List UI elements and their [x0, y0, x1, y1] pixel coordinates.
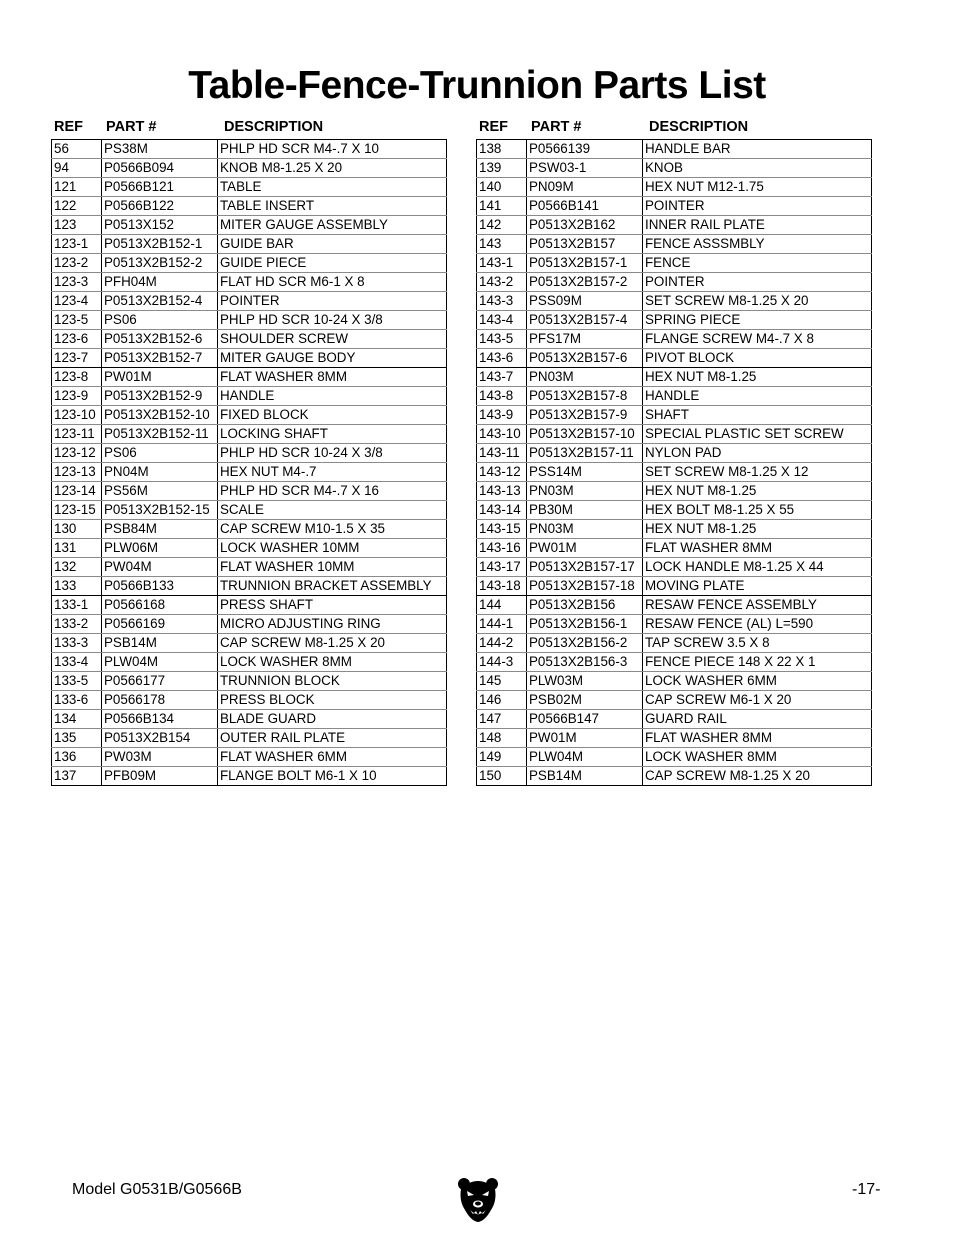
cell-ref: 123-1: [52, 235, 102, 254]
cell-ref: 144-2: [477, 634, 527, 653]
cell-part-number: P0566B121: [102, 178, 218, 197]
cell-ref: 143-14: [477, 501, 527, 520]
cell-part-number: PN04M: [102, 463, 218, 482]
cell-description: FLANGE SCREW M4-.7 X 8: [643, 330, 872, 349]
cell-description: PHLP HD SCR M4-.7 X 16: [218, 482, 447, 501]
table-row: [52, 425, 447, 444]
cell-description: GUIDE BAR: [218, 235, 447, 254]
cell-description: LOCK WASHER 8MM: [218, 653, 447, 672]
cell-ref: 143-8: [477, 387, 527, 406]
table-row: [52, 444, 447, 463]
cell-part-number: P0513X2B157-17: [527, 558, 643, 577]
cell-description: SET SCREW M8-1.25 X 12: [643, 463, 872, 482]
cell-description: FENCE: [643, 254, 872, 273]
cell-part-number: PLW04M: [527, 748, 643, 767]
cell-description: TABLE INSERT: [218, 197, 447, 216]
cell-ref: 123-6: [52, 330, 102, 349]
cell-ref: 132: [52, 558, 102, 577]
cell-ref: 123-4: [52, 292, 102, 311]
table-row: [52, 254, 447, 273]
cell-part-number: P0513X2B157: [527, 235, 643, 254]
cell-ref: 134: [52, 710, 102, 729]
cell-ref: 143-12: [477, 463, 527, 482]
table-row: [477, 463, 872, 482]
parts-list-header: [476, 117, 872, 139]
cell-ref: 123-9: [52, 387, 102, 406]
cell-description: HEX NUT M8-1.25: [643, 482, 872, 501]
cell-description: TABLE: [218, 178, 447, 197]
cell-part-number: P0513X2B157-10: [527, 425, 643, 444]
cell-part-number: P0566B122: [102, 197, 218, 216]
cell-ref: 123: [52, 216, 102, 235]
cell-ref: 143-5: [477, 330, 527, 349]
cell-ref: 146: [477, 691, 527, 710]
cell-description: FLANGE BOLT M6-1 X 10: [220, 768, 377, 783]
cell-ref: 144-1: [477, 615, 527, 634]
table-row: [477, 387, 872, 406]
table-row: [477, 254, 872, 273]
cell-description: INNER RAIL PLATE: [643, 216, 872, 235]
table-row: [52, 368, 447, 387]
cell-part-number: P0513X2B157-11: [527, 444, 643, 463]
cell-ref: 143-17: [477, 558, 527, 577]
table-row: [52, 710, 447, 729]
cell-part-number: P0513X2B157-8: [527, 387, 643, 406]
cell-description: FIXED BLOCK: [218, 406, 447, 425]
cell-description: LOCK HANDLE M8-1.25 X 44: [643, 558, 872, 577]
cell-part-number: PFB09M: [102, 767, 218, 786]
cell-part-number: P0566B147: [527, 710, 643, 729]
cell-part-number: PS06: [102, 444, 218, 463]
cell-ref: 133-6: [52, 691, 102, 710]
cell-part-number: P0513X2B152-6: [102, 330, 218, 349]
table-row: [52, 748, 447, 767]
table-row: [477, 710, 872, 729]
cell-part-number: PN09M: [527, 178, 643, 197]
table-row: [52, 406, 447, 425]
table-row: [477, 368, 872, 387]
page-title: Table-Fence-Trunnion Parts List: [188, 64, 766, 107]
cell-ref: 144: [477, 596, 527, 615]
cell-ref: 135: [52, 729, 102, 748]
cell-ref: 140: [477, 178, 527, 197]
cell-part-number: PS38M: [102, 140, 218, 159]
cell-ref: 149: [477, 748, 527, 767]
cell-ref: 143-15: [477, 520, 527, 539]
cell-ref: 144-3: [477, 653, 527, 672]
table-row: [477, 748, 872, 767]
cell-description: PHLP HD SCR 10-24 X 3/8: [218, 311, 447, 330]
cell-description: MITER GAUGE BODY: [218, 349, 447, 368]
table-row: [477, 140, 872, 159]
header-part-number: PART #: [106, 119, 157, 135]
cell-part-number: PSB14M: [527, 767, 643, 786]
cell-description: KNOB M8-1.25 X 20: [218, 159, 447, 178]
parts-table-right: [476, 139, 872, 786]
cell-part-number: PSW03-1: [527, 159, 643, 178]
cell-description: HEX BOLT M8-1.25 X 55: [643, 501, 872, 520]
cell-description: FLAT WASHER 8MM: [643, 729, 872, 748]
cell-ref: 143-6: [477, 349, 527, 368]
cell-part-number: PLW04M: [102, 653, 218, 672]
table-row: [52, 596, 447, 615]
cell-part-number: PW01M: [527, 539, 643, 558]
cell-description: CAP SCREW M6-1 X 20: [643, 691, 872, 710]
cell-description: FLAT WASHER 8MM: [218, 368, 447, 387]
cell-part-number: PSS09M: [527, 292, 643, 311]
cell-ref: 143-11: [477, 444, 527, 463]
cell-ref: 123-14: [52, 482, 102, 501]
cell-ref: 133: [52, 577, 102, 596]
cell-ref: 123-8: [52, 368, 102, 387]
table-row: [477, 159, 872, 178]
cell-part-number: PSB14M: [102, 634, 218, 653]
footer-model: Model G0531B/G0566B: [72, 1181, 242, 1198]
parts-list-left: [51, 117, 447, 786]
cell-description: CAP SCREW M8-1.25 X 20: [218, 634, 447, 653]
cell-part-number: PS56M: [102, 482, 218, 501]
cell-ref: 143-1: [477, 254, 527, 273]
cell-ref: 148: [477, 729, 527, 748]
table-row: [477, 330, 872, 349]
table-row: [477, 482, 872, 501]
cell-part-number: P0513X2B157-6: [527, 349, 643, 368]
cell-part-number: PW01M: [102, 368, 218, 387]
cell-part-number: P0513X2B152-15: [102, 501, 218, 520]
cell-description: POINTER: [218, 292, 447, 311]
table-row: [52, 349, 447, 368]
table-row: [52, 634, 447, 653]
cell-part-number: P0513X2B152-9: [102, 387, 218, 406]
cell-ref: 121: [52, 178, 102, 197]
cell-part-number: P0566168: [102, 596, 218, 615]
cell-description: LOCK WASHER 8MM: [643, 748, 872, 767]
cell-description: MITER GAUGE ASSEMBLY: [218, 216, 447, 235]
cell-description: RESAW FENCE (AL) L=590: [643, 615, 872, 634]
table-row: [477, 729, 872, 748]
table-row: [52, 729, 447, 748]
cell-ref: 130: [52, 520, 102, 539]
cell-part-number: PLW03M: [527, 672, 643, 691]
cell-description: HEX NUT M8-1.25: [643, 368, 872, 387]
cell-description: CAP SCREW M10-1.5 X 35: [218, 520, 447, 539]
cell-ref: 139: [477, 159, 527, 178]
cell-ref: 145: [477, 672, 527, 691]
table-row: [52, 558, 447, 577]
cell-part-number: P0513X152: [102, 216, 218, 235]
cell-part-number: P0513X2B156-3: [527, 653, 643, 672]
cell-ref: 123-3: [52, 273, 102, 292]
cell-ref: 123-10: [52, 406, 102, 425]
cell-ref: 123-2: [52, 254, 102, 273]
cell-ref: 150: [477, 767, 527, 786]
table-row: [477, 501, 872, 520]
cell-part-number: P0513X2B152-11: [102, 425, 218, 444]
table-row: [477, 577, 872, 596]
table-row: [52, 178, 447, 197]
cell-part-number: P0513X2B157-2: [527, 273, 643, 292]
cell-part-number: PLW06M: [102, 539, 218, 558]
cell-part-number: PW01M: [527, 729, 643, 748]
cell-part-number: P0566169: [102, 615, 218, 634]
cell-ref: 143-9: [477, 406, 527, 425]
cell-description: PRESS SHAFT: [218, 596, 447, 615]
cell-part-number: PW03M: [102, 748, 218, 767]
cell-description: LOCK WASHER 10MM: [218, 539, 447, 558]
cell-part-number: P0513X2B157-1: [527, 254, 643, 273]
cell-description: PHLP HD SCR M4-.7 X 10: [218, 140, 447, 159]
cell-part-number: P0513X2B157-9: [527, 406, 643, 425]
parts-list-right: [476, 117, 872, 786]
cell-part-number: PW04M: [102, 558, 218, 577]
cell-description: PIVOT BLOCK: [643, 349, 872, 368]
cell-description: HANDLE BAR: [643, 140, 872, 159]
cell-part-number: P0513X2B157-4: [527, 311, 643, 330]
cell-ref: 141: [477, 197, 527, 216]
table-row: [52, 653, 447, 672]
table-row: [52, 501, 447, 520]
cell-description: OUTER RAIL PLATE: [218, 729, 447, 748]
cell-description: RESAW FENCE ASSEMBLY: [643, 596, 872, 615]
cell-description: TAP SCREW 3.5 X 8: [643, 634, 872, 653]
table-row: [477, 273, 872, 292]
cell-description: HEX NUT M8-1.25: [643, 520, 872, 539]
cell-part-number: PN03M: [527, 482, 643, 501]
table-row: [52, 672, 447, 691]
cell-description: SHOULDER SCREW: [218, 330, 447, 349]
cell-description: BLADE GUARD: [218, 710, 447, 729]
table-row: [52, 767, 447, 786]
bear-head-logo-icon: [457, 1177, 499, 1223]
cell-ref: 133-1: [52, 596, 102, 615]
table-row: [477, 197, 872, 216]
cell-description: FLAT HD SCR M6-1 X 8: [218, 273, 447, 292]
cell-part-number: P0513X2B152-4: [102, 292, 218, 311]
table-row: [477, 235, 872, 254]
cell-part-number: P0513X2B152-2: [102, 254, 218, 273]
cell-description: HANDLE: [218, 387, 447, 406]
parts-list-header: [51, 117, 447, 139]
cell-description: FLAT WASHER 10MM: [218, 558, 447, 577]
cell-ref: 133-3: [52, 634, 102, 653]
table-row: [477, 653, 872, 672]
cell-ref: 56: [52, 140, 102, 159]
cell-description: FLAT WASHER 6MM: [218, 748, 447, 767]
cell-description: FLAT WASHER 8MM: [643, 539, 872, 558]
table-row: [477, 596, 872, 615]
cell-ref: 143-3: [477, 292, 527, 311]
cell-description: TRUNNION BRACKET ASSEMBLY: [218, 577, 447, 596]
footer-page-number: -17-: [852, 1181, 881, 1198]
cell-description: SHAFT: [643, 406, 872, 425]
cell-part-number: PSB02M: [527, 691, 643, 710]
cell-ref: 123-15: [52, 501, 102, 520]
table-row: [52, 577, 447, 596]
table-row: [477, 349, 872, 368]
cell-ref: 123-7: [52, 349, 102, 368]
cell-part-number: PFH04M: [102, 273, 218, 292]
cell-part-number: P0513X2B156-2: [527, 634, 643, 653]
header-ref: REF: [479, 119, 508, 135]
table-row: [52, 520, 447, 539]
table-row: [477, 634, 872, 653]
table-row: [52, 292, 447, 311]
cell-description: TRUNNION BLOCK: [218, 672, 447, 691]
cell-ref: 143-4: [477, 311, 527, 330]
table-row: [477, 520, 872, 539]
table-row: [477, 558, 872, 577]
cell-ref: 143: [477, 235, 527, 254]
table-row: [477, 672, 872, 691]
cell-description: LOCKING SHAFT: [218, 425, 447, 444]
cell-ref: 123-11: [52, 425, 102, 444]
cell-ref: 143-13: [477, 482, 527, 501]
table-row: [477, 406, 872, 425]
cell-part-number: P0566177: [102, 672, 218, 691]
cell-description: SPRING PIECE: [643, 311, 872, 330]
cell-description: GUIDE PIECE: [218, 254, 447, 273]
table-row: [52, 463, 447, 482]
cell-ref: 133-5: [52, 672, 102, 691]
cell-part-number: P0513X2B156-1: [527, 615, 643, 634]
cell-ref: 133-4: [52, 653, 102, 672]
table-row: [477, 615, 872, 634]
table-row: [52, 482, 447, 501]
cell-part-number: P0513X2B156: [527, 596, 643, 615]
cell-ref: 143-10: [477, 425, 527, 444]
table-row: [52, 273, 447, 292]
cell-ref: 143-16: [477, 539, 527, 558]
table-row: [477, 425, 872, 444]
table-row: [477, 444, 872, 463]
table-row: [477, 767, 872, 786]
cell-ref: 143-18: [477, 577, 527, 596]
table-row: [52, 387, 447, 406]
cell-ref: 122: [52, 197, 102, 216]
cell-description: POINTER: [643, 197, 872, 216]
cell-description: GUARD RAIL: [643, 710, 872, 729]
table-row: [52, 235, 447, 254]
header-description: DESCRIPTION: [224, 119, 324, 135]
header-ref: REF: [54, 119, 83, 135]
cell-ref: 142: [477, 216, 527, 235]
table-row: [477, 539, 872, 558]
table-row: [52, 216, 447, 235]
cell-part-number: PN03M: [527, 520, 643, 539]
cell-part-number: P0513X2B152-10: [102, 406, 218, 425]
table-row: [52, 197, 447, 216]
cell-ref: 143-7: [477, 368, 527, 387]
cell-ref: 123-5: [52, 311, 102, 330]
table-row: [52, 615, 447, 634]
cell-description: MOVING PLATE: [643, 577, 872, 596]
cell-ref: 136: [52, 748, 102, 767]
cell-ref: 143-2: [477, 273, 527, 292]
parts-table-left: [51, 139, 447, 786]
table-row: [477, 178, 872, 197]
cell-ref: 133-2: [52, 615, 102, 634]
cell-part-number: PS06: [102, 311, 218, 330]
cell-ref: 137: [52, 767, 102, 786]
cell-description: POINTER: [643, 273, 872, 292]
cell-part-number: P0513X2B152-1: [102, 235, 218, 254]
table-row: [477, 216, 872, 235]
cell-part-number: P0513X2B154: [102, 729, 218, 748]
cell-description: SET SCREW M8-1.25 X 20: [643, 292, 872, 311]
header-part-number: PART #: [531, 119, 582, 135]
cell-description: MICRO ADJUSTING RING: [218, 615, 447, 634]
cell-ref: 138: [477, 140, 527, 159]
cell-part-number: P0566B094: [102, 159, 218, 178]
cell-description: LOCK WASHER 6MM: [643, 672, 872, 691]
cell-part-number: PSS14M: [527, 463, 643, 482]
cell-part-number: P0513X2B152-7: [102, 349, 218, 368]
table-row: [477, 292, 872, 311]
header-description: DESCRIPTION: [649, 119, 749, 135]
table-row: [52, 140, 447, 159]
cell-part-number: P0513X2B157-18: [527, 577, 643, 596]
cell-description: FENCE PIECE 148 X 22 X 1: [643, 653, 872, 672]
table-row: [477, 691, 872, 710]
cell-part-number: P0513X2B162: [527, 216, 643, 235]
table-row: [52, 330, 447, 349]
table-row: [52, 691, 447, 710]
cell-part-number: PN03M: [527, 368, 643, 387]
cell-part-number: P0566178: [102, 691, 218, 710]
cell-part-number: P0566B141: [527, 197, 643, 216]
table-row: [477, 311, 872, 330]
cell-ref: 131: [52, 539, 102, 558]
cell-description: SCALE: [218, 501, 447, 520]
cell-description: FENCE ASSSMBLY: [643, 235, 872, 254]
cell-description: KNOB: [643, 159, 872, 178]
cell-description: SPECIAL PLASTIC SET SCREW: [643, 425, 872, 444]
cell-description: CAP SCREW M8-1.25 X 20: [645, 768, 810, 783]
cell-description: PRESS BLOCK: [218, 691, 447, 710]
table-row: [52, 311, 447, 330]
cell-part-number: P0566B133: [102, 577, 218, 596]
cell-ref: 123-13: [52, 463, 102, 482]
cell-part-number: P0566B134: [102, 710, 218, 729]
table-row: [52, 159, 447, 178]
cell-ref: 123-12: [52, 444, 102, 463]
cell-part-number: P0566139: [527, 140, 643, 159]
cell-part-number: PFS17M: [527, 330, 643, 349]
cell-description: NYLON PAD: [643, 444, 872, 463]
cell-description: HANDLE: [643, 387, 872, 406]
cell-description: HEX NUT M12-1.75: [643, 178, 872, 197]
cell-part-number: PB30M: [527, 501, 643, 520]
table-row: [52, 539, 447, 558]
cell-part-number: PSB84M: [102, 520, 218, 539]
cell-ref: 94: [52, 159, 102, 178]
cell-description: HEX NUT M4-.7: [218, 463, 447, 482]
cell-ref: 147: [477, 710, 527, 729]
cell-description: PHLP HD SCR 10-24 X 3/8: [218, 444, 447, 463]
